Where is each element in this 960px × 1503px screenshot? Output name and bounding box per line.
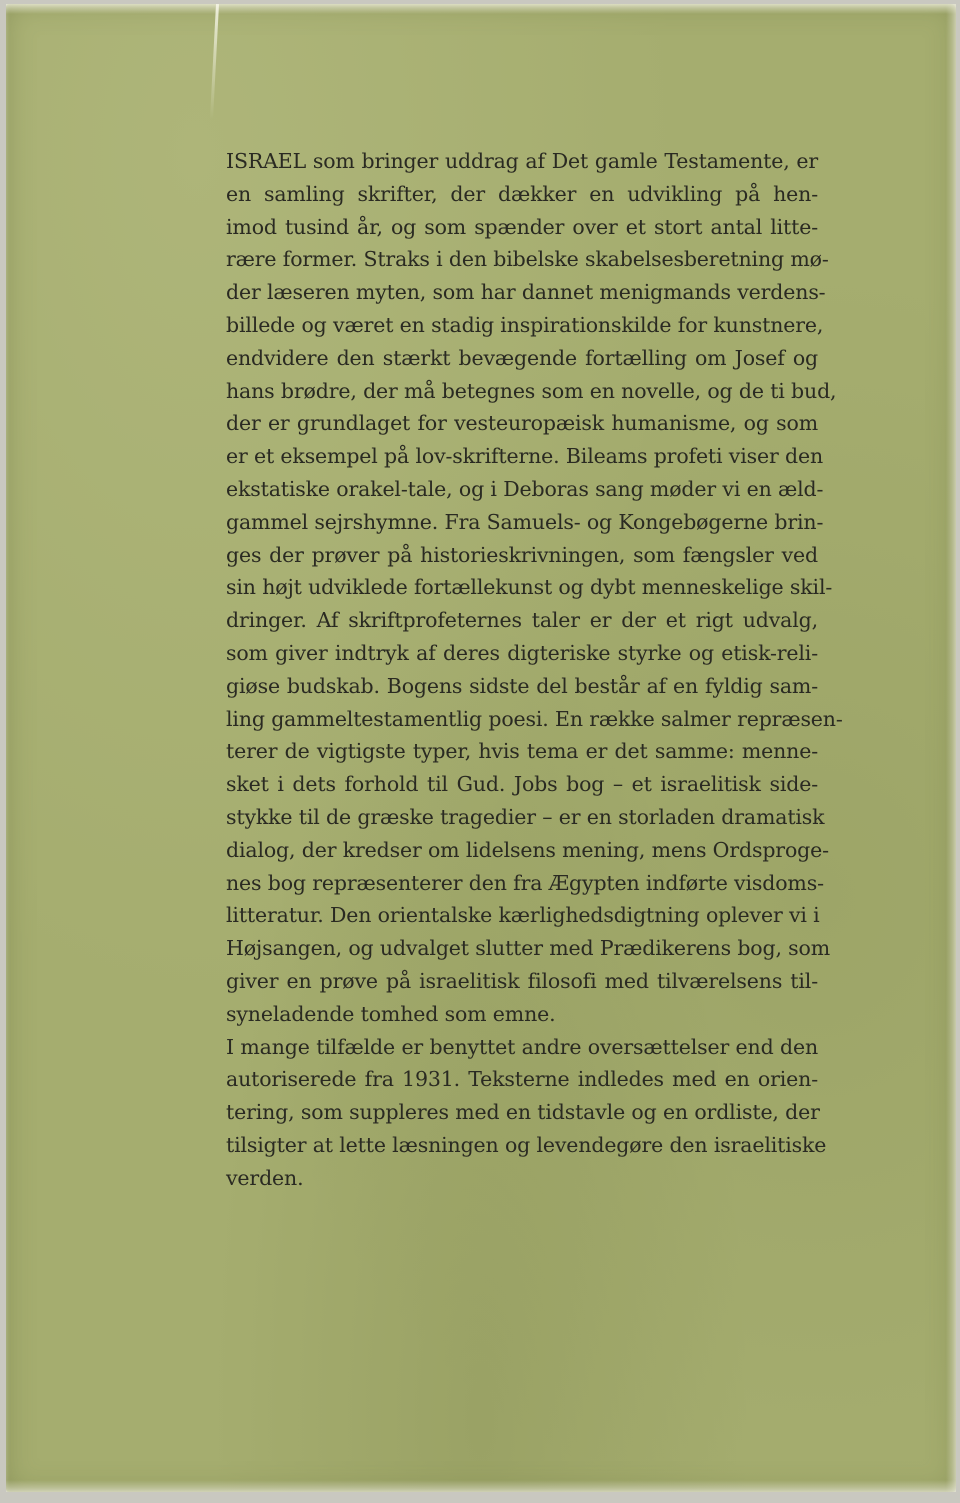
blurb-paragraph-2 — [226, 1031, 827, 1195]
text-line: gammel sejrshymne. Fra Samuels- og Kongebøgerne brin- — [226, 509, 824, 534]
text-line: sket i dets forhold til Gud. Jobs bog – et israelitisk side- — [226, 772, 818, 797]
text-line: der læseren myten, som har dannet menigmands verdens- — [226, 280, 826, 305]
text-line: ekstatiske orakel-tale, og i Deboras sang møder vi en æld- — [226, 476, 824, 501]
text-line: ISRAEL som bringer uddrag af Det gamle Testamente, er — [226, 149, 818, 173]
text-line: autoriserede fra 1931. Teksterne indledes med en orien- — [226, 1067, 818, 1092]
text-line: imod tusind år, og som spænder over et stort antal litte- — [226, 214, 818, 239]
book-back-cover — [6, 4, 956, 1492]
text-line: syneladende tomhed som emne. — [226, 1001, 556, 1026]
text-line: endvidere den stærkt bevægende fortælling om Josef og — [226, 345, 818, 370]
text-line: der er grundlaget for vesteuropæisk humanisme, og som — [226, 411, 818, 436]
text-line: giøse budskab. Bogens sidste del består af en fyldig sam- — [226, 673, 818, 698]
blurb-text — [226, 145, 843, 1195]
text-line: verden. — [226, 1165, 304, 1190]
text-line: billede og været en stadig inspirationskilde for kunstnere, — [226, 312, 824, 337]
text-line: tilsigter at lette læsningen og levendegøre den israelitiske — [226, 1132, 827, 1157]
text-line: sin højt udviklede fortællekunst og dybt menneskelige skil- — [226, 575, 833, 600]
text-line: litteratur. Den orientalske kærlighedsdigtning oplever vi i — [226, 903, 820, 928]
text-line: rære former. Straks i den bibelske skabelsesberetning mø- — [226, 247, 829, 272]
text-line: I mange tilfælde er benyttet andre oversættelser end den — [226, 1034, 818, 1059]
text-line: stykke til de græske tragedier – er en storladen dramatisk — [226, 804, 825, 829]
text-line: tering, som suppleres med en tidstavle og en ordliste, der — [226, 1100, 820, 1125]
text-line: er et eksempel på lov-skrifterne. Bileams profeti viser den — [226, 444, 824, 469]
cover-crease — [210, 4, 219, 119]
text-line: dialog, der kredser om lidelsens mening, mens Ordsproge- — [226, 837, 829, 862]
text-line: terer de vigtigste typer, hvis tema er det samme: menne- — [226, 739, 818, 764]
text-line: nes bog repræsenterer den fra Ægypten indførte visdoms- — [226, 870, 824, 895]
worn-bottom-edge — [6, 1480, 956, 1492]
text-line: som giver indtryk af deres digteriske styrke og etisk-reli- — [226, 640, 818, 665]
text-line: hans brødre, der må betegnes som en novelle, og de ti bud, — [226, 378, 837, 403]
worn-top-edge — [6, 4, 956, 14]
text-line: dringer. Af skriftprofeternes taler er der et rigt udvalg, — [226, 608, 818, 633]
text-line: ges der prøver på historieskrivningen, som fængsler ved — [226, 542, 818, 567]
text-line: Højsangen, og udvalget slutter med Prædikerens bog, som — [226, 936, 831, 961]
text-line: ling gammeltestamentlig poesi. En række salmer repræsen- — [226, 706, 843, 731]
text-line: giver en prøve på israelitisk filosofi med tilværelsens til- — [226, 968, 818, 993]
text-line: en samling skrifter, der dækker en udvikling på hen- — [226, 181, 818, 206]
blurb-paragraph-1 — [226, 145, 843, 1031]
worn-right-edge — [946, 4, 956, 1492]
